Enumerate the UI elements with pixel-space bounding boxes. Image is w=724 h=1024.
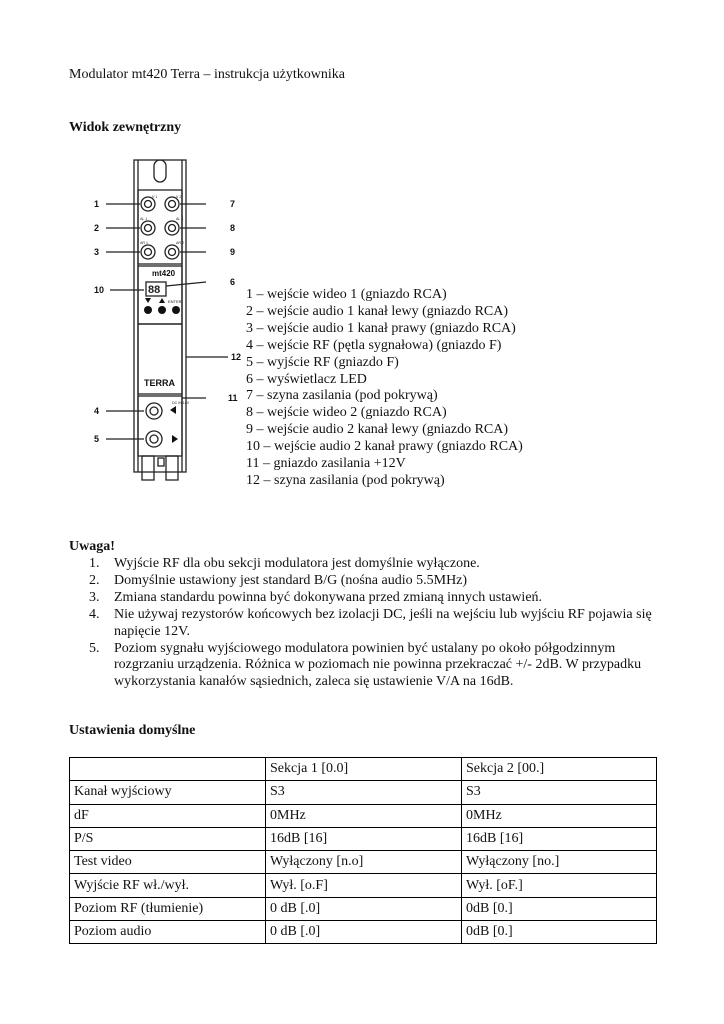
table-cell: Wyjście RF wł./wył. xyxy=(70,874,266,897)
document-title: Modulator mt420 Terra – instrukcja użytkownika xyxy=(69,67,345,82)
callout-11: 11 xyxy=(228,393,238,403)
jack-label-ar2: AR 2 xyxy=(176,241,184,245)
table-cell: 0MHz xyxy=(266,804,462,827)
jack-label-v2: V 2 xyxy=(176,195,182,199)
legend-item: 6 – wyświetlacz LED xyxy=(246,371,367,387)
model-label: mt420 xyxy=(152,269,176,278)
table-cell: 0 dB [.0] xyxy=(266,897,462,920)
legend-item: 12 – szyna zasilania (pod pokrywą) xyxy=(246,472,445,488)
table-cell: Wyłączony [no.] xyxy=(462,851,657,874)
table-cell: Poziom RF (tłumienie) xyxy=(70,897,266,920)
table-cell: Poziom audio xyxy=(70,921,266,944)
table-cell: P/S xyxy=(70,827,266,850)
legend-item: 1 – wejście wideo 1 (gniazdo RCA) xyxy=(246,287,447,302)
table-cell: dF xyxy=(70,804,266,827)
table-cell: Kanał wyjściowy xyxy=(70,781,266,804)
table-cell: 0MHz xyxy=(462,804,657,827)
table-header-cell: Sekcja 2 [00.] xyxy=(462,758,657,781)
jack-label-al2: AL 2 xyxy=(176,217,184,221)
callout-4: 4 xyxy=(94,406,100,416)
note-text: Nie używaj rezystorów końcowych bez izolacji DC, jeśli na wejściu lub wyjściu RF pojawia się napięcie 12V. xyxy=(114,606,652,639)
table-row xyxy=(70,851,657,874)
mount-hole xyxy=(154,160,166,182)
table-cell: 0dB [0.] xyxy=(462,897,657,920)
table-header-row xyxy=(70,758,657,781)
jack-label-al1: AL 1 xyxy=(140,217,148,221)
callout-5: 5 xyxy=(94,434,100,444)
notes-heading: Uwaga! xyxy=(69,539,115,554)
table-row xyxy=(70,921,657,944)
rf-output-arrow-icon xyxy=(172,435,178,443)
table-cell: 16dB [16] xyxy=(462,827,657,850)
callout-3: 3 xyxy=(94,247,100,257)
led-display-digits: 88 xyxy=(148,284,161,296)
table-row xyxy=(70,897,657,920)
up-arrow-icon xyxy=(159,298,165,303)
jack-label-v1: V 1 xyxy=(152,195,158,199)
table-cell xyxy=(70,758,266,781)
note-text: Wyjście RF dla obu sekcji modulatora jest domyślnie wyłączone. xyxy=(114,556,480,571)
table-header-cell: Sekcja 1 [0.0] xyxy=(266,758,462,781)
legend-item: 10 – wejście audio 2 kanał prawy (gniazdo RCA) xyxy=(246,439,523,455)
table-row xyxy=(70,874,657,897)
legend-list xyxy=(246,287,523,490)
table-cell: S3 xyxy=(462,781,657,804)
notes-list xyxy=(69,556,669,691)
legend-item: 8 – wejście wideo 2 (gniazdo RCA) xyxy=(246,405,447,421)
legend-item: 7 – szyna zasilania (pod pokrywą) xyxy=(246,388,438,404)
callout-2: 2 xyxy=(94,223,100,233)
up-button xyxy=(158,306,166,314)
legend-item: 2 – wejście audio 1 kanał lewy (gniazdo RCA) xyxy=(246,303,509,319)
note-item xyxy=(69,556,669,573)
legend-item: 5 – wyjście RF (gniazdo F) xyxy=(246,354,399,370)
callout-6: 6 xyxy=(230,277,236,287)
callout-8: 8 xyxy=(230,223,236,233)
table-cell: Test video xyxy=(70,851,266,874)
callout-9: 9 xyxy=(230,247,236,257)
note-number: 2. xyxy=(89,572,100,588)
note-number: 5. xyxy=(89,640,100,656)
table-row xyxy=(70,804,657,827)
table-row xyxy=(70,781,657,804)
note-number: 4. xyxy=(89,606,100,622)
defaults-heading: Ustawienia domyślne xyxy=(69,723,196,738)
note-text: Poziom sygnału wyjściowego modulatora powinien być ustalany po około półgodzinnym rozgrzaniu urządzenia. Różnica w poziomach nie powinna przekraczać +/- 2dB. W przypadku wykorzystania kanałów sąsiednich, zaleca się ustawienie V/A na 16dB. xyxy=(114,640,642,690)
legend-item: 3 – wejście audio 1 kanał prawy (gniazdo RCA) xyxy=(246,320,516,336)
rf-input-arrow-icon xyxy=(170,406,176,414)
legend-item: 4 – wejście RF (pętla sygnałowa) (gniazdo F) xyxy=(246,337,502,353)
table-cell: 16dB [16] xyxy=(266,827,462,850)
note-text: Zmiana standardu powinna być dokonywana przed zmianą innych ustawień. xyxy=(114,589,543,605)
table-cell: 0dB [0.] xyxy=(462,921,657,944)
note-item xyxy=(69,590,669,607)
callout-1: 1 xyxy=(94,199,100,209)
table-cell: Wył. [oF.] xyxy=(462,874,657,897)
down-arrow-icon xyxy=(145,298,151,303)
note-item xyxy=(69,573,669,590)
brand-label: TERRA xyxy=(144,378,175,388)
table-cell: Wyłączony [n.o] xyxy=(266,851,462,874)
callout-7: 7 xyxy=(230,199,236,209)
table-cell: S3 xyxy=(266,781,462,804)
jack-label-ar1: AR 1 xyxy=(140,241,148,245)
legend-item: 9 – wejście audio 2 kanał lewy (gniazdo RCA) xyxy=(246,422,509,438)
table-cell: 0 dB [.0] xyxy=(266,921,462,944)
enter-button xyxy=(172,306,180,314)
note-item xyxy=(69,641,669,692)
note-number: 1. xyxy=(89,556,100,571)
enter-label: ENTER xyxy=(168,299,182,304)
note-number: 3. xyxy=(89,589,100,605)
power-label: DC IN 12V xyxy=(172,401,190,405)
callout-12: 12 xyxy=(231,352,242,362)
down-button xyxy=(144,306,152,314)
table-cell: Wył. [o.F] xyxy=(266,874,462,897)
callout-10: 10 xyxy=(94,285,105,295)
table-row xyxy=(70,827,657,850)
external-view-heading: Widok zewnętrzny xyxy=(69,120,182,135)
device-diagram xyxy=(88,158,248,493)
legend-item: 11 – gniazdo zasilania +12V xyxy=(246,456,406,472)
settings-table xyxy=(69,757,657,944)
note-text: Domyślnie ustawiony jest standard B/G (nośna audio 5.5MHz) xyxy=(114,572,468,588)
note-item xyxy=(69,607,669,641)
